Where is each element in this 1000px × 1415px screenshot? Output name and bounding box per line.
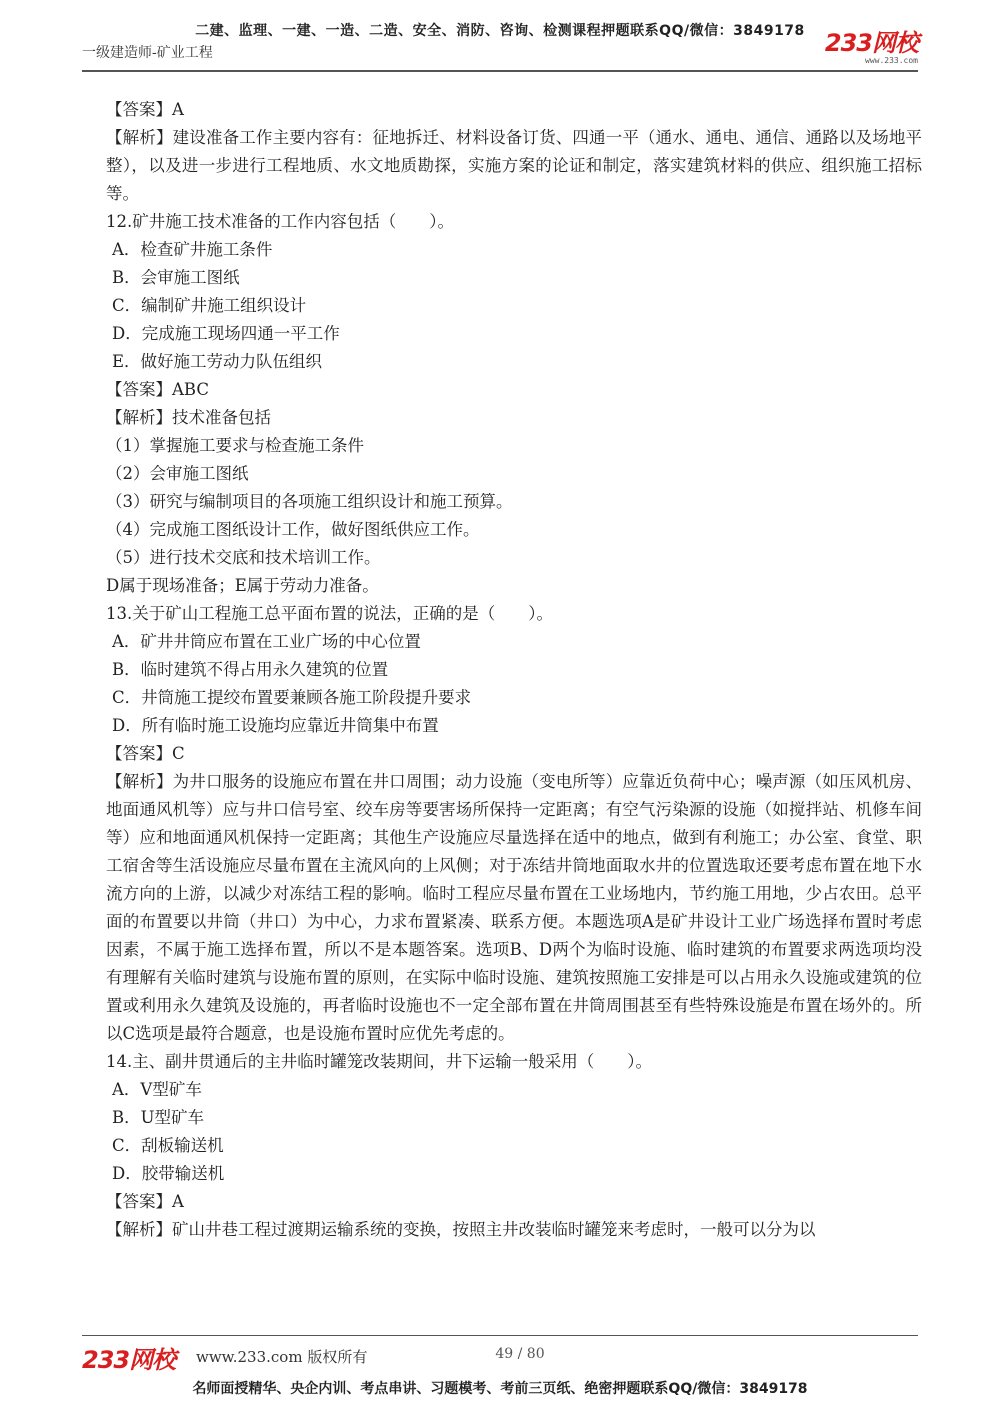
text-line: D．胶带输送机 bbox=[112, 1164, 225, 1183]
logo-text: 233网校 bbox=[824, 29, 918, 57]
page-number: 49 / 80 bbox=[495, 1346, 545, 1362]
text-line: C．编制矿井施工组织设计 bbox=[112, 296, 307, 315]
text-line: B．会审施工图纸 bbox=[112, 268, 240, 287]
footer-banner: 名师面授精华、央企内训、考点串讲、习题模考、考前三页纸、绝密押题联系QQ/微信：3849178 bbox=[192, 1381, 808, 1397]
text-line: B．U型矿车 bbox=[112, 1108, 205, 1127]
text-line: A．矿井井筒应布置在工业广场的中心位置 bbox=[112, 632, 421, 651]
text-line: 【解析】建设准备工作主要内容有：征地拆迁、材料设备订货、四通一平（通水、通电、通信、通路以及场地平整），以及进一步进行工程地质、水文地质勘探，实施方案的论证和制定，落实建筑材料的供应、组织施工招标等。 bbox=[106, 128, 922, 203]
text-line: 【解析】为井口服务的设施应布置在井口周围；动力设施（变电所等）应靠近负荷中心；噪声源（如压风机房、地面通风机等）应与井口信号室、绞车房等要害场所保持一定距离；有空气污染源的设施（如搅拌站、机修车间等）应和地面通风机保持一定距离；其他生产设施应尽量选择在适中的地点，做到有利施工；办公室、食堂、职工宿舍等生活设施应尽量布置在主流风向的上风侧；对于冻结井筒地面取水井的位置选取还要考虑布置在地下水流方向的上游，以减少对冻结工程的影响。临时工程应尽量布置在工业场地内，节约施工用地，少占农田。总平面的布置要以井筒（井口）为中心，力求布置紧凑、联系方便。本题选项A是矿井设计工业广场选择布置时考虑因素，不属于施工选择布置，所以不是本题答案。选项B、D两个为临时设施、临时建筑的布置要求两选项均没有理解有关临时建筑与设施布置的原则，在实际中临时设施、建筑按照施工安排是可以占用永久设施或建筑的位置或利用永久建筑及设施的，再者临时设施也不一定全部布置在井筒周围甚至有些特殊设施是布置在场外的。所以C选项是最符合题意，也是设施布置时应优先考虑的。 bbox=[106, 772, 922, 1043]
text-line: C．刮板输送机 bbox=[112, 1136, 224, 1155]
footer-copyright: www.233.com 版权所有 bbox=[196, 1348, 368, 1366]
text-line: 【解析】矿山井巷工程过渡期运输系统的变换，按照主井改装临时罐笼来考虑时，一般可以分为以 bbox=[106, 1220, 816, 1239]
header-rule bbox=[82, 70, 918, 72]
text-line: （3）研究与编制项目的各项施工组织设计和施工预算。 bbox=[106, 492, 513, 511]
footer-rule bbox=[82, 1335, 918, 1336]
text-line: 【解析】技术准备包括 bbox=[106, 408, 271, 427]
logo-url: www.233.com bbox=[865, 56, 918, 65]
text-line: E．做好施工劳动力队伍组织 bbox=[112, 352, 323, 371]
text-line: D．完成施工现场四通一平工作 bbox=[112, 324, 340, 343]
text-line: 【答案】ABC bbox=[106, 380, 209, 399]
text-line: 【答案】C bbox=[106, 744, 185, 763]
text-line: D．所有临时施工设施均应靠近井筒集中布置 bbox=[112, 716, 439, 735]
header-banner: 二建、监理、一建、一造、二造、安全、消防、咨询、检测课程押题联系QQ/微信：3849178 bbox=[195, 23, 805, 39]
document-body bbox=[82, 96, 922, 1244]
footer-logo: 233网校 bbox=[82, 1346, 176, 1374]
text-line: （2）会审施工图纸 bbox=[106, 464, 249, 483]
text-line: 12.矿井施工技术准备的工作内容包括（ ）。 bbox=[106, 212, 454, 231]
text-line: B．临时建筑不得占用永久建筑的位置 bbox=[112, 660, 389, 679]
text-line: （5）进行技术交底和技术培训工作。 bbox=[106, 548, 381, 567]
text-line: C．井筒施工提绞布置要兼顾各施工阶段提升要求 bbox=[112, 688, 472, 707]
document-subtitle: 一级建造师-矿业工程 bbox=[82, 45, 213, 61]
text-line: A．检查矿井施工条件 bbox=[112, 240, 273, 259]
text-line: 【答案】A bbox=[106, 1192, 184, 1211]
text-line: D属于现场准备；E属于劳动力准备。 bbox=[106, 576, 379, 595]
text-line: （4）完成施工图纸设计工作，做好图纸供应工作。 bbox=[106, 520, 480, 539]
text-line: A．V型矿车 bbox=[112, 1080, 202, 1099]
text-line: 13.关于矿山工程施工总平面布置的说法，正确的是（ ）。 bbox=[106, 604, 553, 623]
text-line: 【答案】A bbox=[106, 100, 184, 119]
text-line: 14.主、副井贯通后的主井临时罐笼改装期间，井下运输一般采用（ ）。 bbox=[106, 1052, 652, 1071]
text-line: （1）掌握施工要求与检查施工条件 bbox=[106, 436, 364, 455]
header-logo bbox=[825, 30, 918, 65]
